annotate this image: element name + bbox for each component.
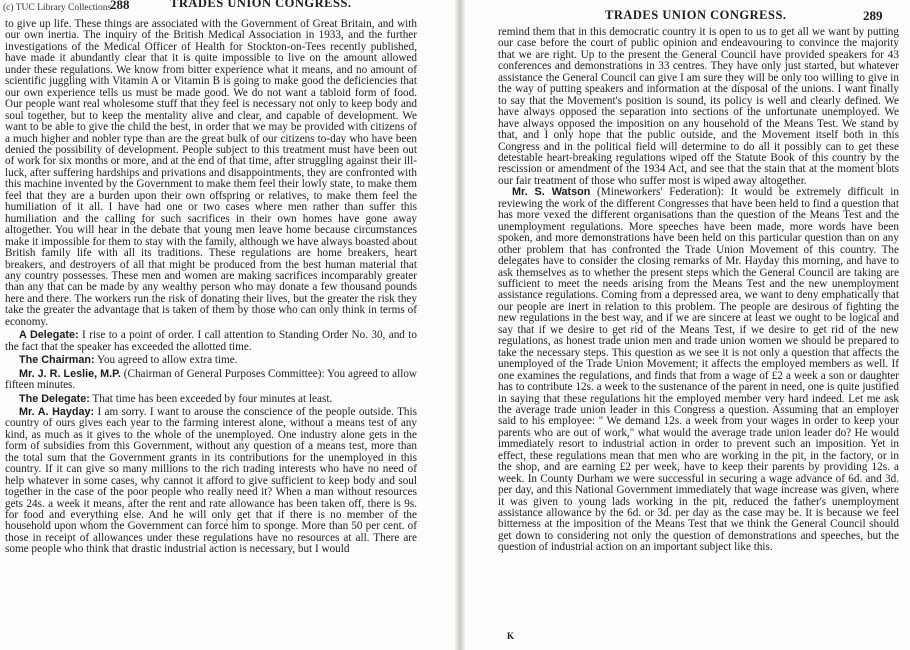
collection-watermark: (c) TUC Library Collections (3, 3, 112, 13)
paragraph-text: to give up life. These things are associated with the Government of Great Britain, and with our own inertia. The inquiry of the British Medical Association in 1933, and the further investigations of the Medical Officer of Health for Stockton-on-Tees recently published, have made it abundantly clear that it is quite impossible to live on the amount allowed under these regulations. We know from bitter experience what it means, and no amount of scientific juggling with Vitamin A or Vitamin B is going to make good the deficiencies that our own experience tells us must be made good. We do not want a tabloid form of food. Our people want real wholesome stuff that they feel is necessary not only to keep body and soul together, but to keep the mentality alive and clear, and capable of development. We want to be able to give the child the best, in order that we may be provided with citizens of a much higher and nobler type than are the great bulk of our citizens to-day who have been denied the possibility of development. People subject to this treatment must have been out of work for six months or more, and at the end of that time, after struggling against their ill-luck, after suffering hardships and privations and disappointments, they are confronted with this machine invented by the Government to make them feel their lowly state, to make them feel that they are a burden upon their own offspring or relatives, to make them feel the humiliation of it all. I have had one or two cases where men rather than suffer this humiliation and the calling for such sacrifices in their own homes have gone away altogether. You will hear in the debate that young men leave home because circumstances make it impossible for them to stay with the family, although we have always boasted about British family life with all its traditions. These regulations are home breakers, heart breakers, and destroyers of all that might be produced from the best human material that any country possesses. These men and women are making sacrifices incomparably greater than any that can be made by any wealthy person who may donate a few thousand pounds here and there. The workers run the risk of donating their lives, but the greater the risk they take the greater the advantage that is taken of them by those who can only think in terms of economy. (5, 18, 417, 328)
left-page-number: 288 (110, 0, 130, 12)
signature-mark: K (507, 631, 515, 641)
speaker-name: The Chairman: (19, 354, 95, 367)
left-page-body (5, 19, 417, 556)
paragraph-text: That time has been exceeded by four minutes at least. (92, 392, 333, 405)
right-running-head: TRADES UNION CONGRESS. (605, 8, 787, 22)
paragraph-text: I am sorry. I want to arouse the conscience of the people outside. This country of ours gives each year to the farming interest alone, without a means test of any kind, as much as it gives to the whole of the unemployed. One industry alone gets in the form of subsidies from this Government, without any question of a means test, more than the total sum that the Government grants in its contributions for the unemployed in this country. If it can give so many millions to the rich trading interests who have no need of help whatever in some cases, why cannot it afford to give sufficient to keep body and soul together in the case of the poor people who really need it? When a man without resources gets 24s. a week it means, after the rent and rate allowance has been taken off, there is 9s. for food and everything else. And he will only get that if there is no member of the household upon whom the Government can force him to sponge. More than 50 per cent. of those in receipt of allowances under these regulations have no resources at all. There are some people who think that drastic industrial action is necessary, but I would (5, 405, 417, 556)
book-gutter (455, 0, 465, 650)
paragraph (5, 330, 417, 353)
paragraph-text: You agreed to allow extra time. (96, 354, 238, 367)
right-page-body (498, 27, 899, 554)
speaker-name: The Delegate: (19, 392, 90, 405)
paragraph-text: (Chairman of General Purposes Committee): You agreed to allow fifteen minutes. (5, 367, 417, 392)
speaker-name: A Delegate: (19, 329, 79, 342)
paragraph (5, 369, 417, 392)
right-page-number: 289 (863, 8, 883, 23)
speaker-name: Mr. J. R. Leslie, M.P. (19, 367, 121, 380)
paragraph-text: I rise to a point of order. I call attention to Standing Order No. 30, and to the fact that the speaker has exceeded the allotted time. (5, 329, 418, 353)
paragraph (498, 27, 899, 187)
paragraph (5, 407, 417, 556)
left-running-head: TRADES UNION CONGRESS. (170, 0, 352, 10)
paragraph (5, 19, 417, 328)
speaker-name: Mr. S. Watson (512, 186, 591, 199)
paragraph-text: (Mineworkers' Federation): It would be extremely difficult in reviewing the work of the different Congresses that have been held to find a question that has more vexed the different organisations than the question of the Means Test and the unemployment regulations. More speeches have been made, more words have been spoken, and more demonstrations have been held on this particular question than on any other problem that has confronted the Trade Union Movement of this country. The delegates have to consider the closing remarks of Mr. Hayday this morning, and have to ask themselves as to whether the present steps which the General Council are taking are sufficient to meet the needs arising from the Means Test and the new unemployment assistance regulations. Coming from a depressed area, we want to deny emphatically that our people are inert in relation to this problem. The people are desirous of fighting the new regulations in the best way, and if we are sincere at least we ought to be logical and say that if we desire to get rid of the Means Test, if we desire to get rid of the new regulations, as honest trade union men and trade union women we should be prepared to take the necessary steps. This question as we see it is not only a question that affects the unemployed of the Trade Union Movement; it affects the employed members as well. If one examines the regulations, and finds that from a wage of £2 a week a son or daughter has to contribute 12s. a week to the sustenance of the parent in need, one is quite justified in saying that these regulations hit the employed member very hard indeed. Let me ask the average trade union leader in this Congress a question. Assuming that an employer said to his employee: " We demand 12s. a week from your wages in order to keep your parents who are out of work," what would the average trade union leader do? He would immediately resort to industrial action in order to prevent such an imposition. Yet in effect, these regulations mean that men who are working in the pit, in the factory, or in the shop, and are earning £2 per week, have to keep their parents by providing 12s. a week. In County Durham we were successful in securing a wage advance of 6d. and 3d. per day, and this National Government immediately that wage increase was given, where it was given to young lads working in the pit, reduced the father's unemployment assistance allowance by the 6d. or 3d. per day as the case may be. It is because we feel bitterness at the imposition of the Means Test that we think the General Council should get down to considering not only the question of demonstrations and speeches, but the question of industrial action on an important subject like this. (498, 186, 899, 554)
paragraph-text: remind them that in this democratic country it is open to us to get all we want by putting our case before the court of public opinion and endeavouring to convince the majority that we are right. Up to the present the General Council have provided speakers for 43 conferences and demonstrations in 33 centres. They have only just started, but whatever assistance the General Council can give I am sure they will be only too willing to give in the way of putting speakers and information at the disposal of the unions. I want finally to say that the Movement's position is sound, its policy is well and clearly defined. We have always opposed the separation into sections of the unfortunate unemployed. We have always opposed the imposition on any household of the Means Test. We stand by that, and I only hope that the public outside, and the Movement itself both in this Congress and in the political field will determine to do all it possibly can to get these detestable heart-breaking regulations wiped off the Statute Book of this country by the rescission or amendment of the 1934 Act, and see that the stain that at the moment blots our fair treatment of those who suffer most is wiped away altogether. (498, 26, 899, 187)
paragraph (5, 394, 417, 405)
speaker-name: Mr. A. Hayday: (19, 405, 95, 418)
paragraph (5, 355, 417, 366)
paragraph (498, 187, 899, 554)
right-page (465, 0, 910, 650)
